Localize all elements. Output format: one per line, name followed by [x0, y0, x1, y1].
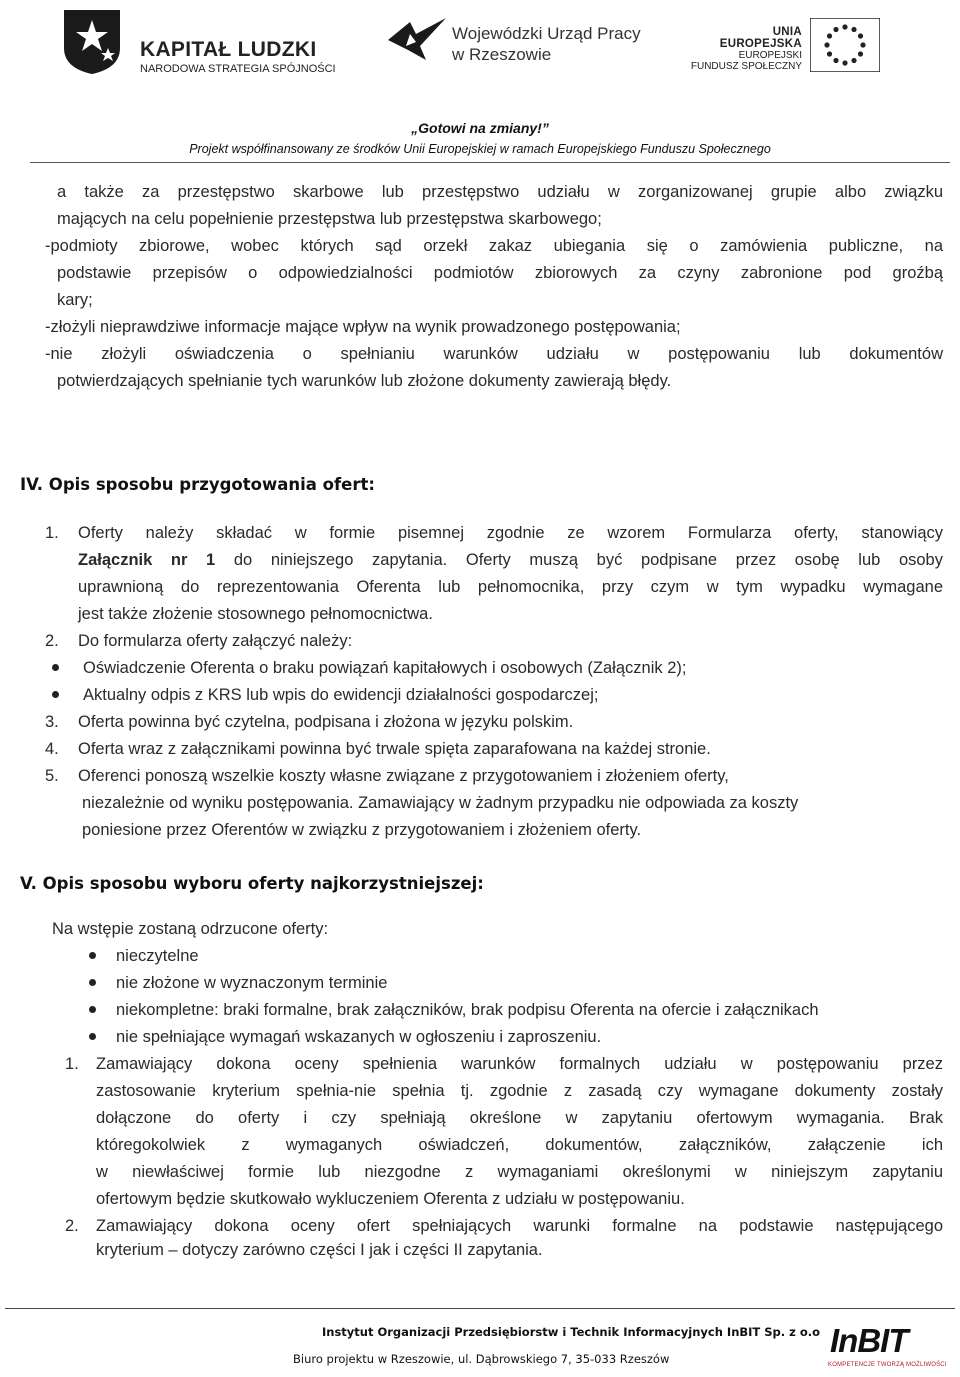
eu-flag-icon — [810, 18, 880, 72]
intro-line-7: -nie złożyli oświadczenia o spełnianiu warunków udziału w postępowaniu lub dokumentów — [45, 345, 943, 363]
bullet-icon — [89, 1033, 96, 1040]
section-v-heading: V. Opis sposobu wyboru oferty najkorzystniejszej: — [20, 874, 484, 893]
project-slogan: „Gotowi na zmiany!” — [411, 120, 549, 136]
item-number-2: 2. — [45, 632, 59, 650]
item-4-text: Oferta wraz z załącznikami powinna być trwale spięta zaparafowana na każdej stronie. — [78, 740, 711, 758]
procedure-1-line-3: dołączone do oferty i czy spełniają określone w zapytaniu ofertowym wymagania. Brak — [96, 1109, 943, 1127]
wup-logo — [386, 12, 646, 72]
project-funding-line: Projekt współfinansowany ze środków Unii Europejskiej w ramach Europejskiego Funduszu Społecznego — [189, 142, 771, 156]
bullet-icon — [52, 664, 59, 671]
intro-line-1: a także za przestępstwo skarbowe lub przestępstwo udziału w zorganizowanej grupie albo związku — [57, 183, 943, 201]
attachment-bullet-1: Oświadczenie Oferenta o braku powiązań kapitałowych i osobowych (Załącznik 2); — [83, 659, 687, 677]
rejection-bullet-2: nie złożone w wyznaczonym terminie — [116, 974, 388, 992]
attachment-1-ref: Załącznik nr 1 — [78, 551, 216, 569]
footer-divider — [5, 1308, 955, 1309]
item-1-line-1: Oferty należy składać w formie pisemnej zgodnie ze wzorem Formularza oferty, stanowiący — [78, 524, 943, 542]
intro-line-2: mających na celu popełnienie przestępstwa lub przestępstwa skarbowego; — [57, 210, 602, 228]
footer-institution: Instytut Organizacji Przedsiębiorstw i Technik Informacyjnych InBIT Sp. z o.o — [322, 1325, 821, 1339]
item-number-1: 1. — [45, 524, 59, 542]
item-1-line-2 — [78, 550, 943, 570]
rejection-intro: Na wstępie zostaną odrzucone oferty: — [52, 920, 329, 938]
item-number-4: 4. — [45, 740, 59, 758]
intro-line-4: podstawie przepisów o odpowiedzialności podmiotów zbiorowych za czyny zabronione pod groźbą — [57, 264, 943, 282]
eu-logo — [690, 18, 890, 78]
bullet-icon — [89, 979, 96, 986]
kapital-ludzki-logo — [62, 8, 362, 78]
kapital-ludzki-subtitle: NARODOWA STRATEGIA SPÓJNOŚCI — [140, 63, 336, 75]
attachment-bullet-2: Aktualny odpis z KRS lub wpis do ewidencji działalności gospodarczej; — [83, 686, 599, 704]
intro-line-5: kary; — [57, 291, 93, 309]
procedure-number-2: 2. — [65, 1217, 79, 1235]
item-5-line-1: Oferenci ponoszą wszelkie koszty własne związane z przygotowaniem i złożeniem oferty, — [78, 767, 729, 785]
item-5-line-3: poniesione przez Oferentów w związku z przygotowaniem i złożeniem oferty. — [82, 821, 642, 839]
procedure-1-line-4: któregokolwiek z wymaganych oświadczeń, dokumentów, załączników, załączenie ich — [96, 1136, 943, 1154]
bullet-icon — [52, 691, 59, 698]
item-1-line-4: jest także złożenie stosownego pełnomocnictwa. — [78, 605, 433, 623]
procedure-2-line-2: kryterium – dotyczy zarówno części I jak i części II zapytania. — [96, 1241, 543, 1259]
procedure-2-line-1: Zamawiający dokona oceny ofert spełniających warunki formalne na podstawie następującego — [96, 1217, 943, 1235]
intro-line-3: -podmioty zbiorowe, wobec których sąd orzekł zakaz ubiegania się o zamówienia publiczne, na — [45, 237, 943, 255]
page-header — [0, 0, 960, 165]
item-3-text: Oferta powinna być czytelna, podpisana i złożona w języku polskim. — [78, 713, 574, 731]
header-divider — [30, 162, 950, 163]
kapital-ludzki-emblem-icon — [62, 8, 122, 76]
inbit-tagline: KOMPETENCJE TWORZĄ MOŻLIWOŚCI — [828, 1362, 947, 1368]
section-iv-heading: IV. Opis sposobu przygotowania ofert: — [20, 475, 375, 494]
wup-name-line1: Wojewódzki Urząd Pracy — [452, 24, 641, 43]
item-2-text: Do formularza oferty załączyć należy: — [78, 632, 353, 650]
procedure-1-line-6: ofertowym będzie skutkowało wykluczeniem Oferenta z udziału w postępowaniu. — [96, 1190, 685, 1208]
bird-icon — [386, 16, 448, 64]
intro-line-8: potwierdzających spełnianie tych warunków lub złożone dokumenty zawierają błędy. — [57, 372, 672, 390]
eu-line3: FUNDUSZ SPOŁECZNY — [690, 61, 802, 72]
bullet-icon — [89, 1006, 96, 1013]
bullet-icon — [89, 952, 96, 959]
rejection-bullet-1: nieczytelne — [116, 947, 199, 965]
procedure-number-1: 1. — [65, 1055, 79, 1073]
inbit-wordmark: InBIT — [830, 1322, 908, 1359]
kapital-ludzki-title: KAPITAŁ LUDZKI — [140, 38, 317, 61]
item-1-line-3: uprawnioną do reprezentowania Oferenta lub pełnomocnika, przy czym w tym wypadku wymagane — [78, 578, 943, 596]
item-number-5: 5. — [45, 767, 59, 785]
item-number-3: 3. — [45, 713, 59, 731]
procedure-1-line-5: w niewłaściwej formie lub niezgodne z wymaganiami określonymi w niniejszym zapytaniu — [96, 1163, 943, 1181]
wup-name-line2: w Rzeszowie — [452, 45, 552, 64]
eu-line2: EUROPEJSKI — [738, 50, 802, 61]
rejection-bullet-4: nie spełniające wymagań wskazanych w ogłoszeniu i zaproszeniu. — [116, 1028, 602, 1046]
intro-line-6: -złożyli nieprawdziwe informacje mające wpływ na wynik prowadzonego postępowania; — [45, 318, 681, 336]
footer-address: Biuro projektu w Rzeszowie, ul. Dąbrowskiego 7, 35-033 Rzeszów — [293, 1352, 670, 1366]
inbit-logo — [826, 1318, 948, 1374]
eu-line1: UNIA EUROPEJSKA — [719, 26, 802, 50]
procedure-1-line-1: Zamawiający dokona oceny spełnienia warunków formalnych udziału w postępowaniu przez — [96, 1055, 943, 1073]
procedure-1-line-2: zastosowanie kryterium spełnia-nie spełnia tj. zgodnie z zasadą czy wymagane dokumenty zostały — [96, 1082, 943, 1100]
item-5-line-2: niezależnie od wyniku postępowania. Zamawiający w żadnym przypadku nie odpowiada za koszty — [82, 794, 799, 812]
item-1-line-2-rest: do niniejszego zapytania. Oferty muszą być podpisane przez osobę lub osoby — [215, 551, 943, 569]
rejection-bullet-3: niekompletne: braki formalne, brak załączników, brak podpisu Oferenta na ofercie i załącznikach — [116, 1001, 819, 1019]
eu-logo-text — [690, 26, 802, 72]
